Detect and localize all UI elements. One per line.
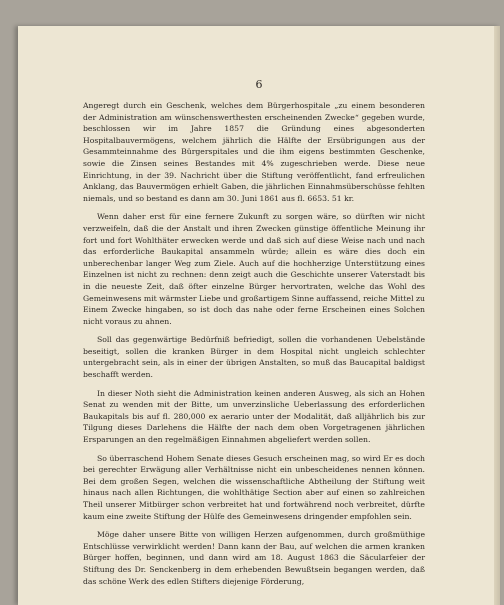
paragraph: Wenn daher erst für eine fernere Zukunft zu sorgen wäre, so dürften wir nicht verzweifeln, daß die der Anstalt und ihren Zwecken günstige öffentliche Meinung ihr fort und fort Wohlthäter erwecken werde und daß sich auf diese Weise nach und nach das erforderliche Baukapital ansammeln würde; allein es wäre dies doch ein unberechenbar langer Weg zum Ziele. Auch auf die hochherzige Unterstützung eines Einzelnen ist nicht zu rechnen: denn zeigt auch die Geschichte unserer Vaterstadt bis in die neueste Zeit, daß öfter einzelne Bürger hervortraten, welche das Wohl des Gemeinwesens mit wärmster Liebe und großartigem Sinne auffassend, reiche Mittel zu Einem Zwecke hingaben, so ist doch das nahe oder ferne Erscheinen eines Solchen nicht voraus zu ahnen. [83,212,425,326]
paragraph: In dieser Noth sieht die Administration keinen anderen Ausweg, als sich an Hohen Senat zu wenden mit der Bitte, um unverzinsliche Ueberlassung des erforderlichen Baukapitals bis auf fl. 280,000 ex aerario unter der Modalität, daß alljährlich bis zur Tilgung dieses Darlehens die Hälfte der nach dem oben Vorgetragenen jährlichen Ersparungen an den regelmäßigen Einnahmen abgeliefert werden sollen. [83,388,425,445]
paragraph: Möge daher unsere Bitte von willigen Herzen aufgenommen, durch großmüthige Entschlüsse verwirklicht werden! Dann kann der Bau, auf welchen die armen kranken Bürger hoffen, beginnen, und dann wird am 18. August 1863 die Säcularfeier der Stiftung des Dr. Senckenberg in dem erhebenden Bewußtsein begangen werden, daß das schöne Werk des edlen Stifters diejenige Förderung, [83,530,425,586]
page-number: 6 [255,78,263,91]
body-text [83,100,425,594]
paragraph: Soll das gegenwärtige Bedürfniß befriedigt, sollen die vorhandenen Uebelstände beseitigt, sollen die kranken Bürger in dem Hospital nicht ungleich schlechter untergebracht sein, als in einer der übrigen Anstalten, so muß das Baucapital baldigst beschafft werden. [83,335,425,380]
page-edge [494,26,500,605]
paragraph: Angeregt durch ein Geschenk, welches dem Bürgerhospitale „zu einem besonderen der Administration am wünschenswerthesten erscheinenden Zwecke“ gegeben wurde, beschlossen wir im Jahre 1857 die Gründung eines abgesonderten Hospitalbauvermögens, welchem jährlich die Hälfte der Ersübrigungen aus der Gesammteinnahme des Bürgerspitales und die ihm eigens bestimmten Geschenke, sowie die Zinsen seines Bestandes mit 4% zugeschrieben werde. Diese neue Einrichtung, in der 39. Nachricht über die Stiftung veröffentlicht, fand erfreulichen Anklang, das Bauvermögen erhielt Gaben, die jährlichen Einnahmsüberschüsse fehlten niemals, und so bestand es dann am 30. Juni 1861 aus fl. 6653. 51 kr. [83,101,425,203]
document-page [18,26,500,605]
paragraph: So überraschend Hohem Senate dieses Gesuch erscheinen mag, so wird Er es doch bei gerechter Erwägung aller Verhältnisse nicht ein unbescheidenes nennen können. Bei dem großen Segen, welchen die wissenschaftliche Abtheilung der Stiftung weit hinaus nach allen Richtungen, die wohlthätige Section aber auf einen so zahlreichen Theil unserer Mitbürger schon verbreitet hat und fortwährend noch verbreitet, dürfte kaum eine zweite Stiftung der Hülfe des Gemeinwesens dringender empfohlen sein. [83,453,425,521]
